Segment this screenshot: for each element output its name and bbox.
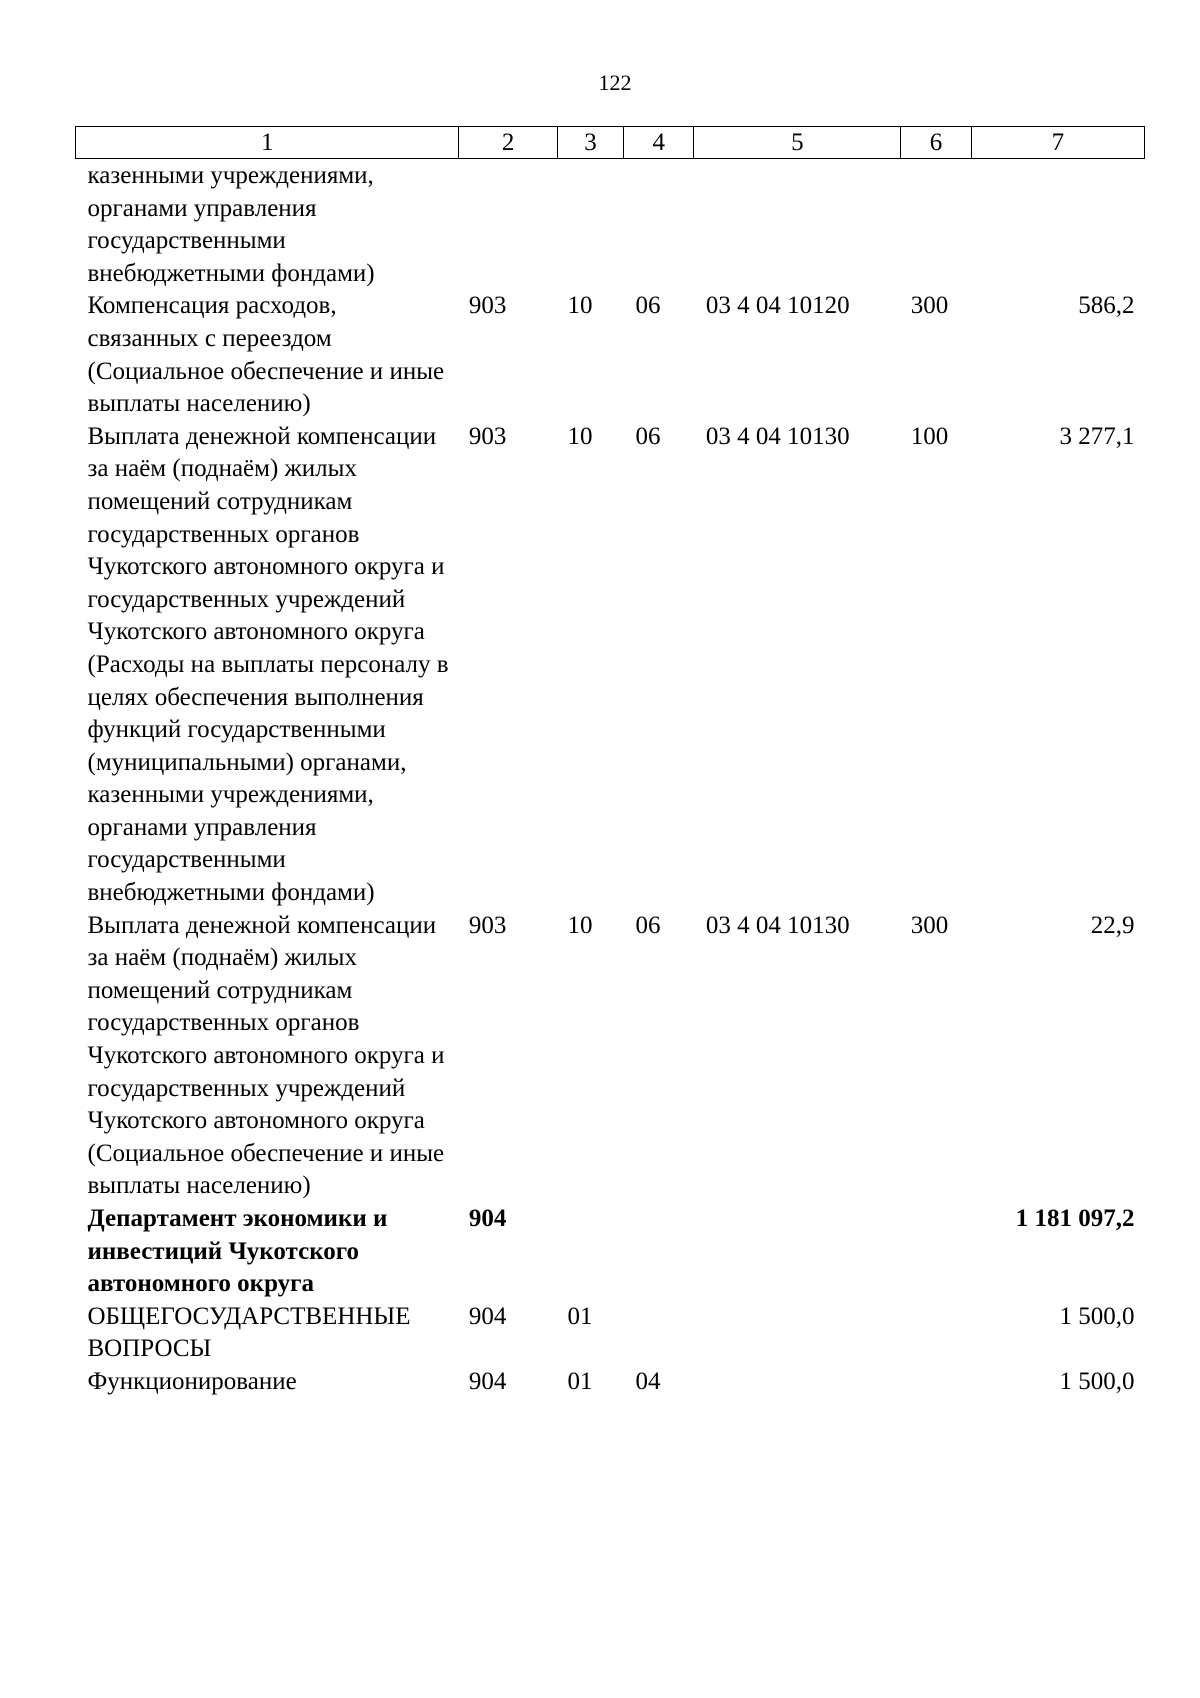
table-row (76, 910, 1145, 1203)
column-header-3: 3 (557, 127, 623, 159)
cell-section-code: 01 (567, 1302, 593, 1330)
column-header-6: 6 (901, 127, 971, 159)
cell-subsection-code (624, 1203, 694, 1301)
column-header-4: 4 (624, 127, 694, 159)
cell-subsection-code (624, 1301, 694, 1366)
cell-target-code (694, 1203, 901, 1301)
cell-expense-type (901, 1301, 971, 1366)
cell-ministry-code: 904 (468, 1367, 507, 1395)
cell-section-code: 10 (567, 292, 593, 320)
cell-section-code: 01 (567, 1367, 593, 1395)
cell-section-code: 10 (567, 911, 593, 939)
column-header-7: 7 (971, 127, 1144, 159)
cell-ministry-code: 903 (468, 422, 507, 450)
cell-target-code: 03 4 04 10130 (705, 422, 850, 450)
cell-name: Департамент экономики и инвестиций Чукотского автономного округа (87, 1205, 388, 1298)
cell-target-code: 03 4 04 10120 (705, 292, 850, 320)
cell-ministry-code (459, 159, 558, 291)
column-header-2: 2 (459, 127, 558, 159)
cell-name: Функционирование (87, 1367, 297, 1395)
cell-ministry-code: 904 (468, 1302, 507, 1330)
table-row (76, 1366, 1145, 1399)
cell-amount: 1 500,0 (1059, 1367, 1135, 1395)
table-row (76, 1301, 1145, 1366)
cell-expense-type: 300 (910, 292, 949, 320)
cell-expense-type (901, 159, 971, 291)
cell-amount: 22,9 (1090, 911, 1135, 939)
cell-ministry-code: 903 (468, 911, 507, 939)
cell-name: ОБЩЕГОСУДАРСТВЕННЫЕ ВОПРОСЫ (87, 1302, 411, 1363)
table-row (76, 290, 1145, 420)
cell-section-code (557, 159, 623, 291)
cell-target-code (694, 159, 901, 291)
cell-name: казенными учреждениями, органами управления государственными внебюджетными фондами) (87, 162, 375, 287)
cell-section-code (557, 1203, 623, 1301)
cell-expense-type (901, 1203, 971, 1301)
cell-target-code (694, 1366, 901, 1399)
header-row (76, 127, 1145, 159)
cell-ministry-code: 904 (468, 1205, 507, 1232)
cell-amount: 1 500,0 (1059, 1302, 1135, 1330)
cell-amount: 1 181 097,2 (1015, 1205, 1135, 1232)
cell-subsection-code: 04 (635, 1367, 661, 1395)
cell-name: Выплата денежной компенсации за наём (поднаём) жилых помещений сотрудникам государственных органов Чукотского автономного округа и государственных учреждений Чукотского автономного округа (Социальное обеспечение и иные выплаты населению) (87, 911, 445, 1200)
cell-subsection-code: 06 (635, 911, 661, 939)
cell-amount (971, 159, 1144, 291)
column-header-1: 1 (76, 127, 459, 159)
cell-target-code (694, 1301, 901, 1366)
cell-amount: 586,2 (1078, 292, 1135, 320)
table-row (76, 421, 1145, 910)
page-number: 122 (598, 70, 632, 95)
table-row (76, 159, 1145, 291)
budget-table (75, 126, 1145, 1399)
cell-name: Компенсация расходов, связанных с переездом (Социальное обеспечение и иные выплаты населению) (87, 292, 445, 418)
cell-target-code: 03 4 04 10130 (705, 911, 850, 939)
cell-section-code: 10 (567, 422, 593, 450)
column-header-5: 5 (694, 127, 901, 159)
cell-amount: 3 277,1 (1059, 422, 1135, 450)
cell-expense-type: 100 (910, 422, 949, 450)
cell-expense-type (901, 1366, 971, 1399)
cell-ministry-code: 903 (468, 292, 507, 320)
cell-expense-type: 300 (910, 911, 949, 939)
cell-subsection-code: 06 (635, 422, 661, 450)
cell-subsection-code (624, 159, 694, 291)
table-row (76, 1203, 1145, 1301)
table-body (76, 159, 1145, 1399)
cell-subsection-code: 06 (635, 292, 661, 320)
cell-name: Выплата денежной компенсации за наём (поднаём) жилых помещений сотрудникам государственных органов Чукотского автономного округа и государственных учреждений Чукотского автономного округа (Расходы на выплаты персоналу в целях обеспечения выполнения функций государственными (муниципальными) органами, казенными учреждениями, органами управления государственными внебюджетными фондами) (87, 422, 449, 907)
